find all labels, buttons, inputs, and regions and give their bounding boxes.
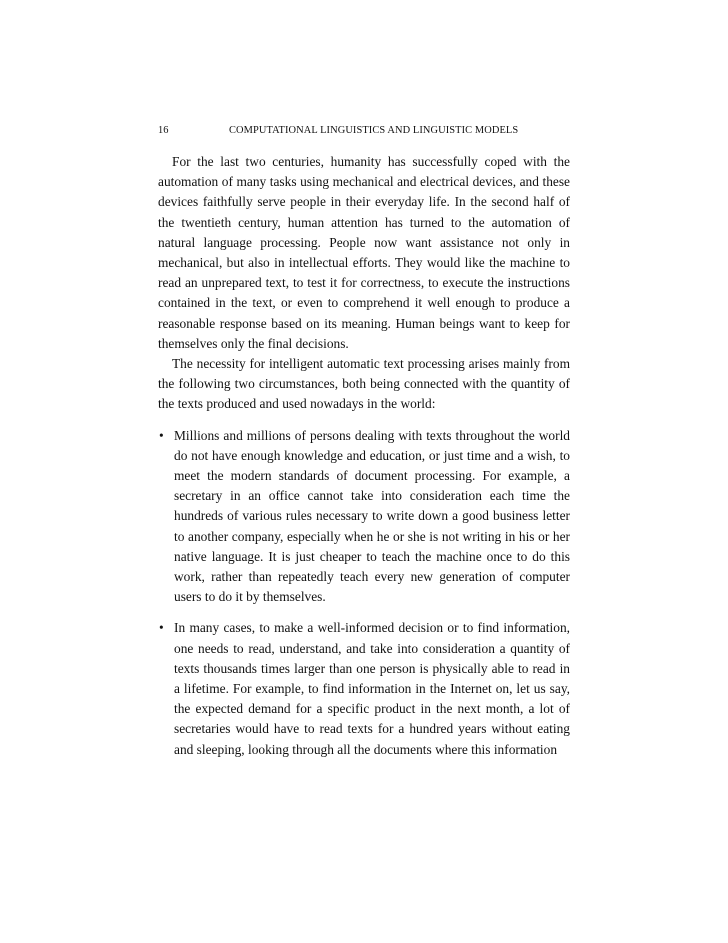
bullet-icon: • — [159, 427, 164, 443]
bullet-text: Millions and millions of persons dealing with texts throughout the world do not have enough knowledge and education, or just time and a wish, to meet the modern standards of document processing. For example, a secretary in an office cannot take into consideration each time the hundreds of various rules necessary to write down a good business letter to another company, especially when he or she is not writing in his or her native language. It is just cheaper to teach the machine once to do this work, rather than repeatedly teach every new generation of computer users to do it by themselves. — [174, 427, 570, 605]
book-page — [158, 124, 570, 771]
running-head-title: COMPUTATIONAL LINGUISTICS AND LINGUISTIC MODELS — [229, 125, 519, 136]
bullet-list — [158, 426, 570, 760]
page-number: 16 — [158, 125, 169, 136]
bullet-text: In many cases, to make a well-informed decision or to find information, one needs to read, understand, and take into consideration a quantity of texts thousands times larger than one person is physically able to read in a lifetime. For example, to find information in the Internet on, let us say, the expected demand for a specific product in the next month, a lot of secretaries would have to read texts for a hundred years without eating and sleeping, looking through all the documents where this information — [174, 620, 570, 757]
paragraph-necessity: The necessity for intelligent automatic text processing arises mainly from the following two circumstances, both being connected with the quantity of the texts produced and used nowadays in the world: — [158, 356, 570, 412]
paragraph-automation-history: For the last two centuries, humanity has successfully coped with the automation of many tasks using mechanical and electrical devices, and these devices faithfully serve people in their everyday life. In the second half of the twentieth century, human attention has turned to the automation of natural language processing. People now want assistance not only in mechanical, but also in intellectual efforts. They would like the machine to read an unprepared text, to test it for correctness, to execute the instructions contained in the text, or even to comprehend it well enough to produce a reasonable response based on its meaning. Human beings want to keep for themselves only the final decisions. — [158, 154, 570, 351]
running-head — [158, 124, 570, 138]
bullet-item-millions-of-persons — [158, 426, 570, 608]
bullet-icon: • — [159, 620, 164, 636]
body-text — [158, 152, 570, 760]
bullet-item-many-cases — [158, 618, 570, 759]
